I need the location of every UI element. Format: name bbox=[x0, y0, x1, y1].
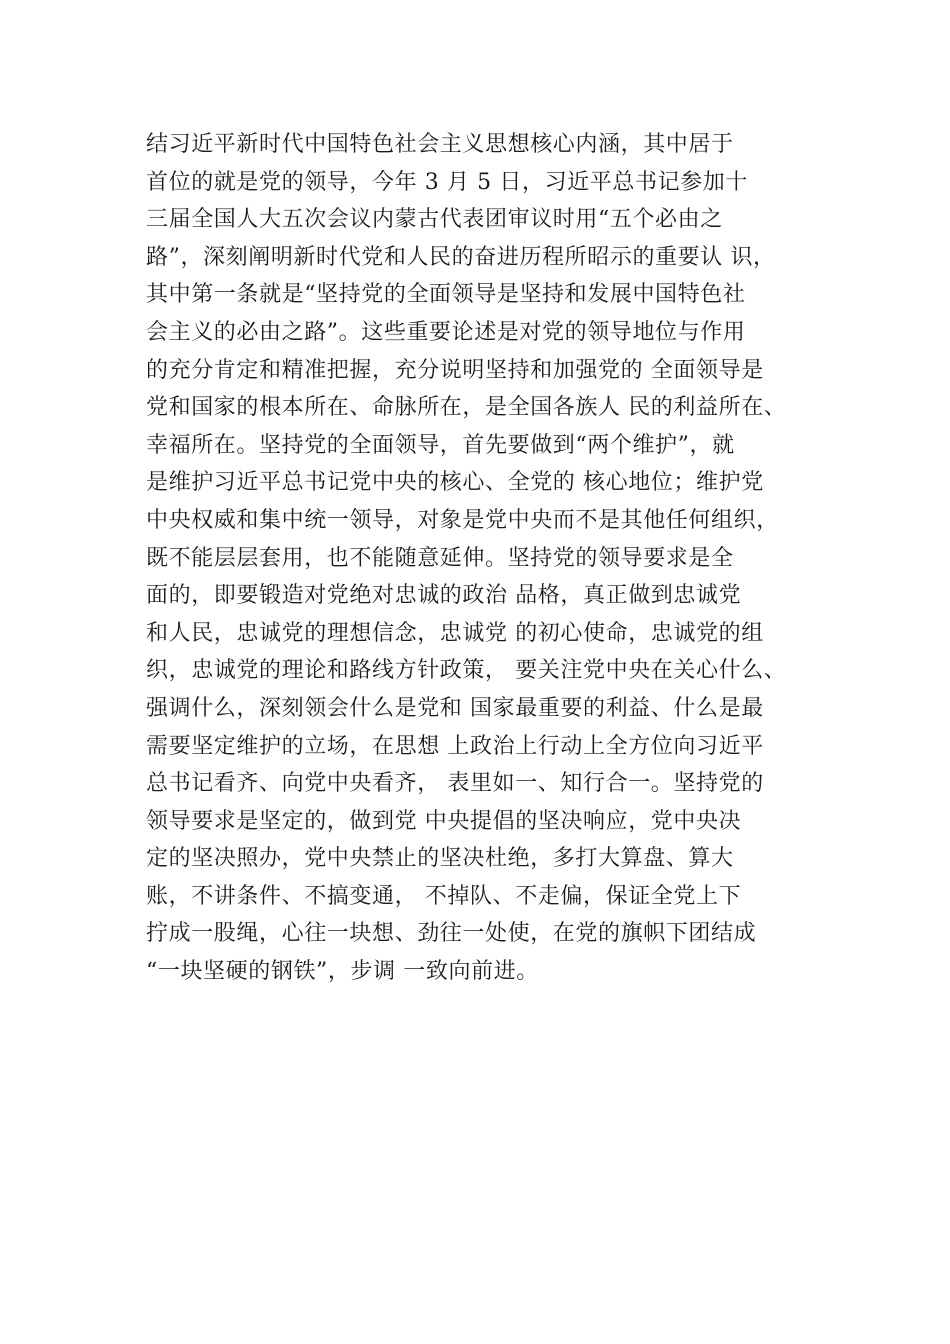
text-line: 路”，深刻阐明新时代党和人民的奋进历程所昭示的重要认 识， bbox=[146, 244, 776, 270]
text-line: 结习近平新时代中国特色社会主义思想核心内涵，其中居于 bbox=[146, 132, 734, 157]
text-line: 和人民，忠诚党的理想信念，忠诚党 的初心使命，忠诚党的组 bbox=[146, 620, 764, 646]
text-line: “一块坚硬的钢铁”，步调 一致向前进。 bbox=[146, 959, 539, 985]
text-line: 拧成一股绳，心往一块想、劲往一处使，在党的旗帜下团结成 bbox=[146, 921, 757, 947]
text-line: 党和国家的根本所在、命脉所在，是全国各族人 民的利益所在、 bbox=[146, 395, 787, 421]
text-line: 是维护习近平总书记党中央的核心、全党的 核心地位；维护党 bbox=[146, 470, 764, 496]
text-line: 强调什么，深刻领会什么是党和 国家最重要的利益、什么是最 bbox=[146, 695, 764, 721]
text-line: 幸福所在。坚持党的全面领导，首先要做到“两个维护”，就 bbox=[146, 432, 735, 458]
text-line: 需要坚定维护的立场，在思想 上政治上行动上全方位向习近平 bbox=[146, 733, 764, 759]
text-line: 总书记看齐、向党中央看齐， 表里如一、知行合一。坚持党的 bbox=[146, 771, 764, 797]
text-line: 定的坚决照办，党中央禁止的坚决杜绝，多打大算盘、算大 bbox=[146, 846, 734, 872]
text-line: 面的，即要锻造对党绝对忠诚的政治 品格，真正做到忠诚党 bbox=[146, 583, 742, 609]
text-line: 的充分肯定和精准把握，充分说明坚持和加强党的 全面领导是 bbox=[146, 357, 764, 383]
text-line: 织，忠诚党的理论和路线方针政策， 要关注党中央在关心什么、 bbox=[146, 658, 787, 684]
text-line: 账，不讲条件、不搞变通， 不掉队、不走偏，保证全党上下 bbox=[146, 883, 742, 909]
text-line: 会主义的必由之路”。这些重要论述是对党的领导地位与作用 bbox=[146, 319, 746, 345]
text-line: 领导要求是坚定的，做到党 中央提倡的坚决响应，党中央决 bbox=[146, 808, 742, 834]
text-line: 中央权威和集中统一领导，对象是党中央而不是其他任何组织， bbox=[146, 507, 779, 533]
text-line: 首位的就是党的领导，今年 3 月 5 日，习近平总书记参加十 bbox=[146, 169, 748, 195]
body-paragraph bbox=[146, 126, 866, 991]
text-line: 其中第一条就是“坚持党的全面领导是坚持和发展中国特色社 bbox=[146, 282, 746, 308]
text-line: 既不能层层套用，也不能随意延伸。坚持党的领导要求是全 bbox=[146, 545, 734, 571]
text-line: 三届全国人大五次会议内蒙古代表团审议时用“五个必由之 bbox=[146, 207, 723, 233]
